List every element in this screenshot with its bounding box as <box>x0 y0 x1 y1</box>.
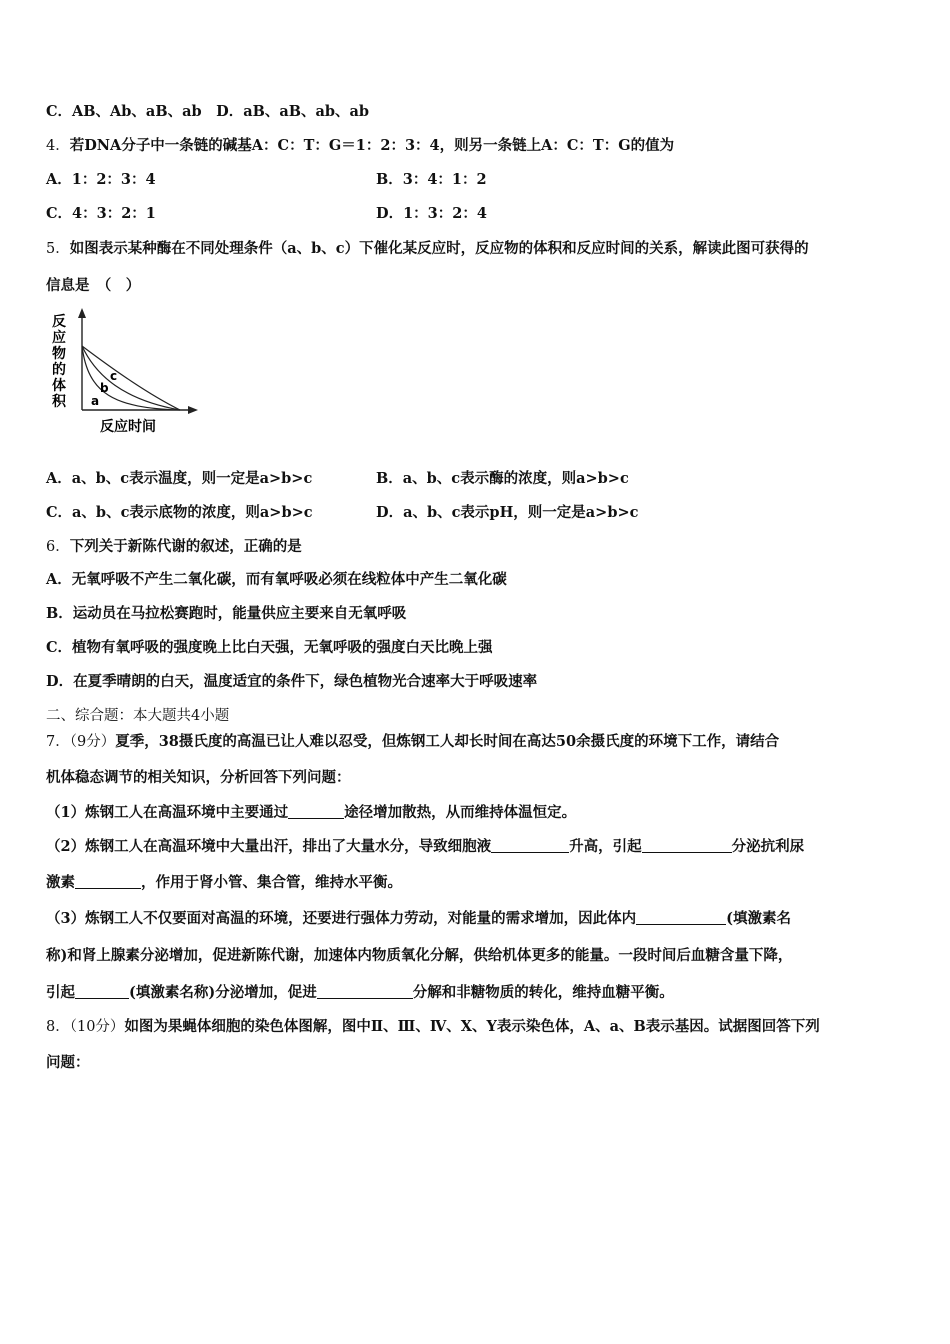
q5-option-a: A．a、b、c表示温度，则一定是a>b>c <box>46 470 313 487</box>
q7-part1-text-a: （1）炼钢工人在高温环境中主要通过 <box>46 804 289 821</box>
q8-stem-line1 <box>46 1017 820 1037</box>
q4-stem-text: 若DNA分子中一条链的碱基A：C：T：G＝1：2：3：4，则另一条链上A：C：T：G的值为 <box>69 137 675 154</box>
ylabel-char-4: 的 <box>52 362 66 378</box>
curve-b-label: b <box>100 381 109 395</box>
q4-stem <box>46 136 674 156</box>
curve-c-label: c <box>110 369 118 383</box>
q7-part1 <box>46 803 576 823</box>
q7-part3-text-a: （3）炼钢工人不仅要面对高温的环境，还要进行强体力劳动，对能量的需求增加，因此体内 <box>46 910 637 927</box>
answer-blank-5[interactable] <box>636 909 726 925</box>
q6-stem <box>46 537 302 557</box>
q8-score: （10分） <box>69 1019 125 1035</box>
q4-option-d: D．1：3：2：4 <box>376 205 487 222</box>
q7-part1-text-b: 途径增加散热，从而维持体温恒定。 <box>344 804 577 821</box>
q5-stem-line1 <box>46 239 809 259</box>
q7-part2-text-e: ，作用于肾小管、集合管，维持水平衡。 <box>141 874 402 891</box>
q7-part2-text-d: 激素 <box>46 874 75 891</box>
q4-option-a: A．1：2：3：4 <box>46 171 156 188</box>
reaction-graph <box>44 306 214 438</box>
q6-stem-text: 下列关于新陈代谢的叙述，正确的是 <box>69 538 302 555</box>
q7-part3-text-e: (填激素名称)分泌增加，促进 <box>129 984 317 1001</box>
q7-number: 7． <box>46 734 70 750</box>
q5-option-b: B．a、b、c表示酶的浓度，则a>b>c <box>376 470 629 487</box>
answer-blank-4[interactable] <box>75 873 141 889</box>
q7-part2-line1 <box>46 837 804 857</box>
q7-part2-text-a: （2）炼钢工人在高温环境中大量出汗，排出了大量水分，导致细胞液 <box>46 838 492 855</box>
q8-stem-text: 如图为果蝇体细胞的染色体图解，图中Ⅱ、Ⅲ、Ⅳ、X、Y表示染色体，A、a、B表示基因。试据图回答下列 <box>124 1018 820 1035</box>
q6-number: 6． <box>46 539 70 555</box>
q7-part3-line3 <box>46 983 674 1003</box>
answer-blank-6[interactable] <box>75 983 129 999</box>
q7-part3-line2: 称)和肾上腺素分泌增加，促进新陈代谢，加速体内物质氧化分解，供给机体更多的能量。一段时间后血糖含量下降， <box>46 947 793 964</box>
q7-part3-line1 <box>46 909 791 929</box>
q7-part2-text-b: 升高，引起 <box>569 838 642 855</box>
q5-option-d: D．a、b、c表示pH，则一定是a>b>c <box>376 504 639 521</box>
ylabel-char-5: 体 <box>52 378 66 394</box>
q6-option-b: B．运动员在马拉松赛跑时，能量供应主要来自无氧呼吸 <box>46 605 407 622</box>
reaction-volume-figure <box>44 306 214 438</box>
q7-score: （9分） <box>69 734 116 750</box>
q7-part3-text-b: (填激素名 <box>726 910 791 927</box>
q5-number: 5． <box>46 241 70 257</box>
q7-part3-text-d: 引起 <box>46 984 75 1001</box>
answer-blank-7[interactable] <box>317 983 413 999</box>
q4-option-c: C．4：3：2：1 <box>46 205 156 222</box>
q7-stem-line2: 机体稳态调节的相关知识，分析回答下列问题： <box>46 769 351 786</box>
ylabel-char-2: 应 <box>52 330 66 346</box>
q7-part2-text-c: 分泌抗利尿 <box>731 838 805 855</box>
q5-option-c: C．a、b、c表示底物的浓度，则a>b>c <box>46 504 313 521</box>
q8-stem-line2: 问题： <box>46 1054 90 1071</box>
section-2-heading: 二、综合题：本大题共4小题 <box>46 708 230 724</box>
q5-stem-text: 如图表示某种酶在不同处理条件（a、b、c）下催化某反应时，反应物的体积和反应时间的关系，解读此图可获得的 <box>69 240 809 257</box>
q7-stem-text: 夏季，38摄氏度的高温已让人难以忍受，但炼钢工人却长时间在高达50余摄氏度的环境下工作，请结合 <box>115 733 780 750</box>
q5-stem-line2: 信息是 （ ） <box>46 277 141 294</box>
xlabel: 反应时间 <box>100 419 156 435</box>
answer-blank-1[interactable] <box>288 803 344 819</box>
q4-option-b: B．3：4：1：2 <box>376 171 487 188</box>
q7-stem-line1 <box>46 732 779 752</box>
q8-number: 8． <box>46 1019 70 1035</box>
q3-options-cd: C．AB、Ab、aB、ab D．aB、aB、ab、ab <box>46 103 370 120</box>
q6-option-d: D．在夏季晴朗的白天，温度适宜的条件下，绿色植物光合速率大于呼吸速率 <box>46 673 538 690</box>
ylabel-char-3: 物 <box>52 346 66 362</box>
q4-number: 4． <box>46 138 70 154</box>
answer-blank-2[interactable] <box>491 837 569 853</box>
ylabel-char-6: 积 <box>52 394 66 410</box>
q7-part2-line2 <box>46 873 402 893</box>
q6-option-c: C．植物有氧呼吸的强度晚上比白天强，无氧呼吸的强度白天比晚上强 <box>46 639 493 656</box>
ylabel-char-1: 反 <box>52 314 66 330</box>
q7-part3-text-f: 分解和非糖物质的转化，维持血糖平衡。 <box>412 984 674 1001</box>
x-axis-arrow <box>188 406 198 414</box>
answer-blank-3[interactable] <box>642 837 732 853</box>
curve-a-label: a <box>91 394 100 408</box>
q6-option-a: A．无氧呼吸不产生二氧化碳，而有氧呼吸必须在线粒体中产生二氧化碳 <box>46 571 507 588</box>
y-axis-arrow <box>78 308 86 318</box>
